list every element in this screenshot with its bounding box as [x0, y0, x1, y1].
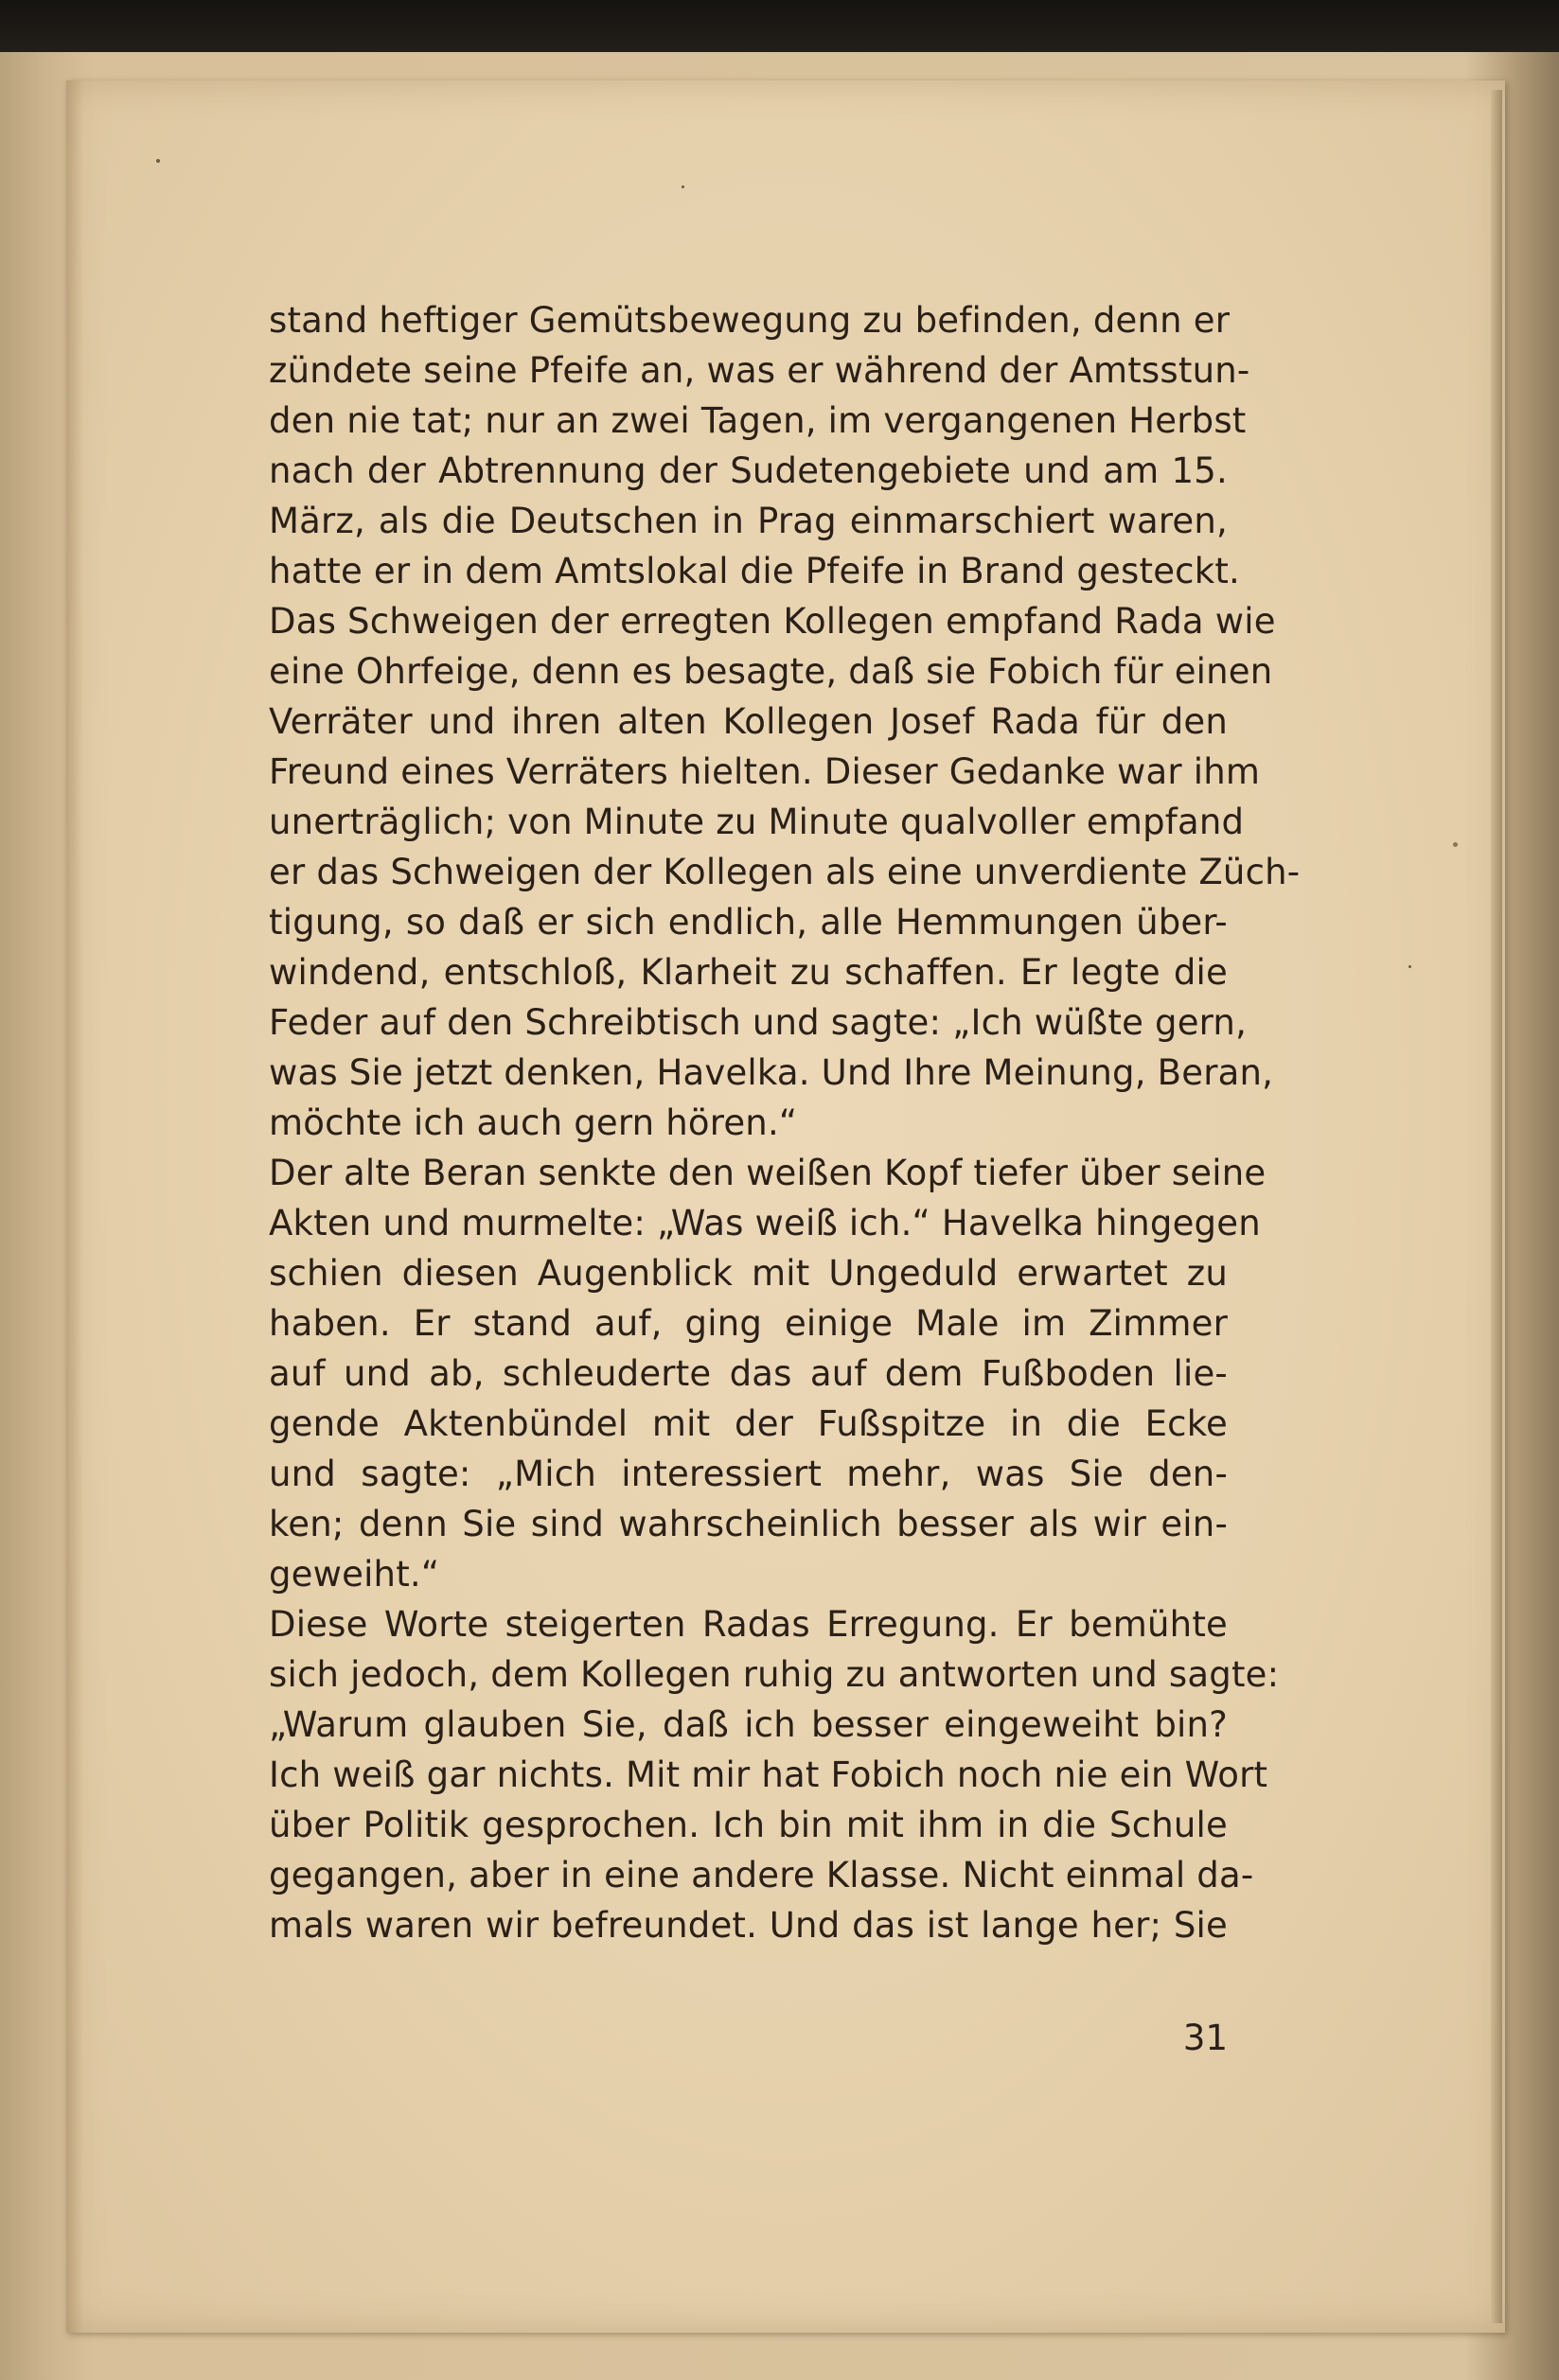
text-line: den nie tat; nur an zwei Tagen, im vergangenen Herbst — [269, 400, 1247, 441]
body-text — [269, 295, 1301, 1950]
paper-speck — [682, 185, 684, 188]
paper-speck — [156, 159, 160, 163]
text-line: Feder auf den Schreibtisch und sagte: „Ich wüßte gern, — [269, 1002, 1248, 1043]
text-line: geweiht.“ — [269, 1554, 440, 1595]
page-number: 31 — [1182, 2018, 1228, 2058]
text-line: stand heftiger Gemütsbewegung zu befinden, denn er — [269, 300, 1231, 341]
text-line: Ich weiß gar nichts. Mit mir hat Fobich noch nie ein Wort — [269, 1754, 1268, 1795]
text-line: was Sie jetzt denken, Havelka. Und Ihre Meinung, Beran, — [269, 1052, 1274, 1093]
text-line: haben. Er stand auf, ging einige Male im Zimmer — [269, 1303, 1228, 1344]
text-line: Akten und murmelte: „Was weiß ich.“ Havelka hingegen — [269, 1203, 1261, 1243]
page-edge — [1491, 90, 1502, 2323]
text-line: nach der Abtrennung der Sudetengebiete und am 15. — [269, 450, 1228, 491]
text-line: möchte ich auch gern hören.“ — [269, 1102, 798, 1143]
text-line: auf und ab, schleuderte das auf dem Fußboden lie- — [269, 1353, 1228, 1394]
text-line: tigung, so daß er sich endlich, alle Hemmungen über- — [269, 902, 1228, 943]
text-line: gegangen, aber in eine andere Klasse. Nicht einmal da- — [269, 1855, 1254, 1895]
text-line: und sagte: „Mich interessiert mehr, was Sie den- — [269, 1454, 1228, 1494]
text-line: er das Schweigen der Kollegen als eine unverdiente Züch- — [269, 852, 1301, 892]
text-line: windend, entschloß, Klarheit zu schaffen. Er legte die — [269, 952, 1228, 993]
paper-speck — [1408, 965, 1411, 968]
text-line: mals waren wir befreundet. Und das ist lange her; Sie — [269, 1905, 1228, 1946]
text-line: eine Ohrfeige, denn es besagte, daß sie Fobich für einen — [269, 651, 1273, 692]
text-line: Der alte Beran senkte den weißen Kopf tiefer über seine — [269, 1153, 1267, 1193]
text-line: schien diesen Augenblick mit Ungeduld erwartet zu — [269, 1253, 1228, 1294]
text-line: Das Schweigen der erregten Kollegen empfand Rada wie — [269, 601, 1276, 642]
text-line: hatte er in dem Amtslokal die Pfeife in Brand gesteckt. — [269, 551, 1241, 591]
text-line: „Warum glauben Sie, daß ich besser eingeweiht bin? — [269, 1704, 1228, 1745]
text-line: Verräter und ihren alten Kollegen Josef Rada für den — [269, 701, 1228, 742]
page-gutter-shadow — [66, 80, 83, 2333]
text-line: unerträglich; von Minute zu Minute qualvoller empfand — [269, 802, 1245, 842]
text-line: Diese Worte steigerten Radas Erregung. Er bemühte — [269, 1604, 1228, 1645]
text-line: gende Aktenbündel mit der Fußspitze in die Ecke — [269, 1403, 1228, 1444]
text-line: Freund eines Verräters hielten. Dieser Gedanke war ihm — [269, 751, 1261, 792]
text-line: sich jedoch, dem Kollegen ruhig zu antworten und sagte: — [269, 1654, 1280, 1695]
text-line: zündete seine Pfeife an, was er während der Amtsstun- — [269, 350, 1250, 391]
paper-speck — [1453, 842, 1458, 847]
text-line: über Politik gesprochen. Ich bin mit ihm in die Schule — [269, 1805, 1228, 1845]
text-line: ken; denn Sie sind wahrscheinlich besser als wir ein- — [269, 1504, 1228, 1544]
text-line: März, als die Deutschen in Prag einmarschiert waren, — [269, 501, 1228, 541]
